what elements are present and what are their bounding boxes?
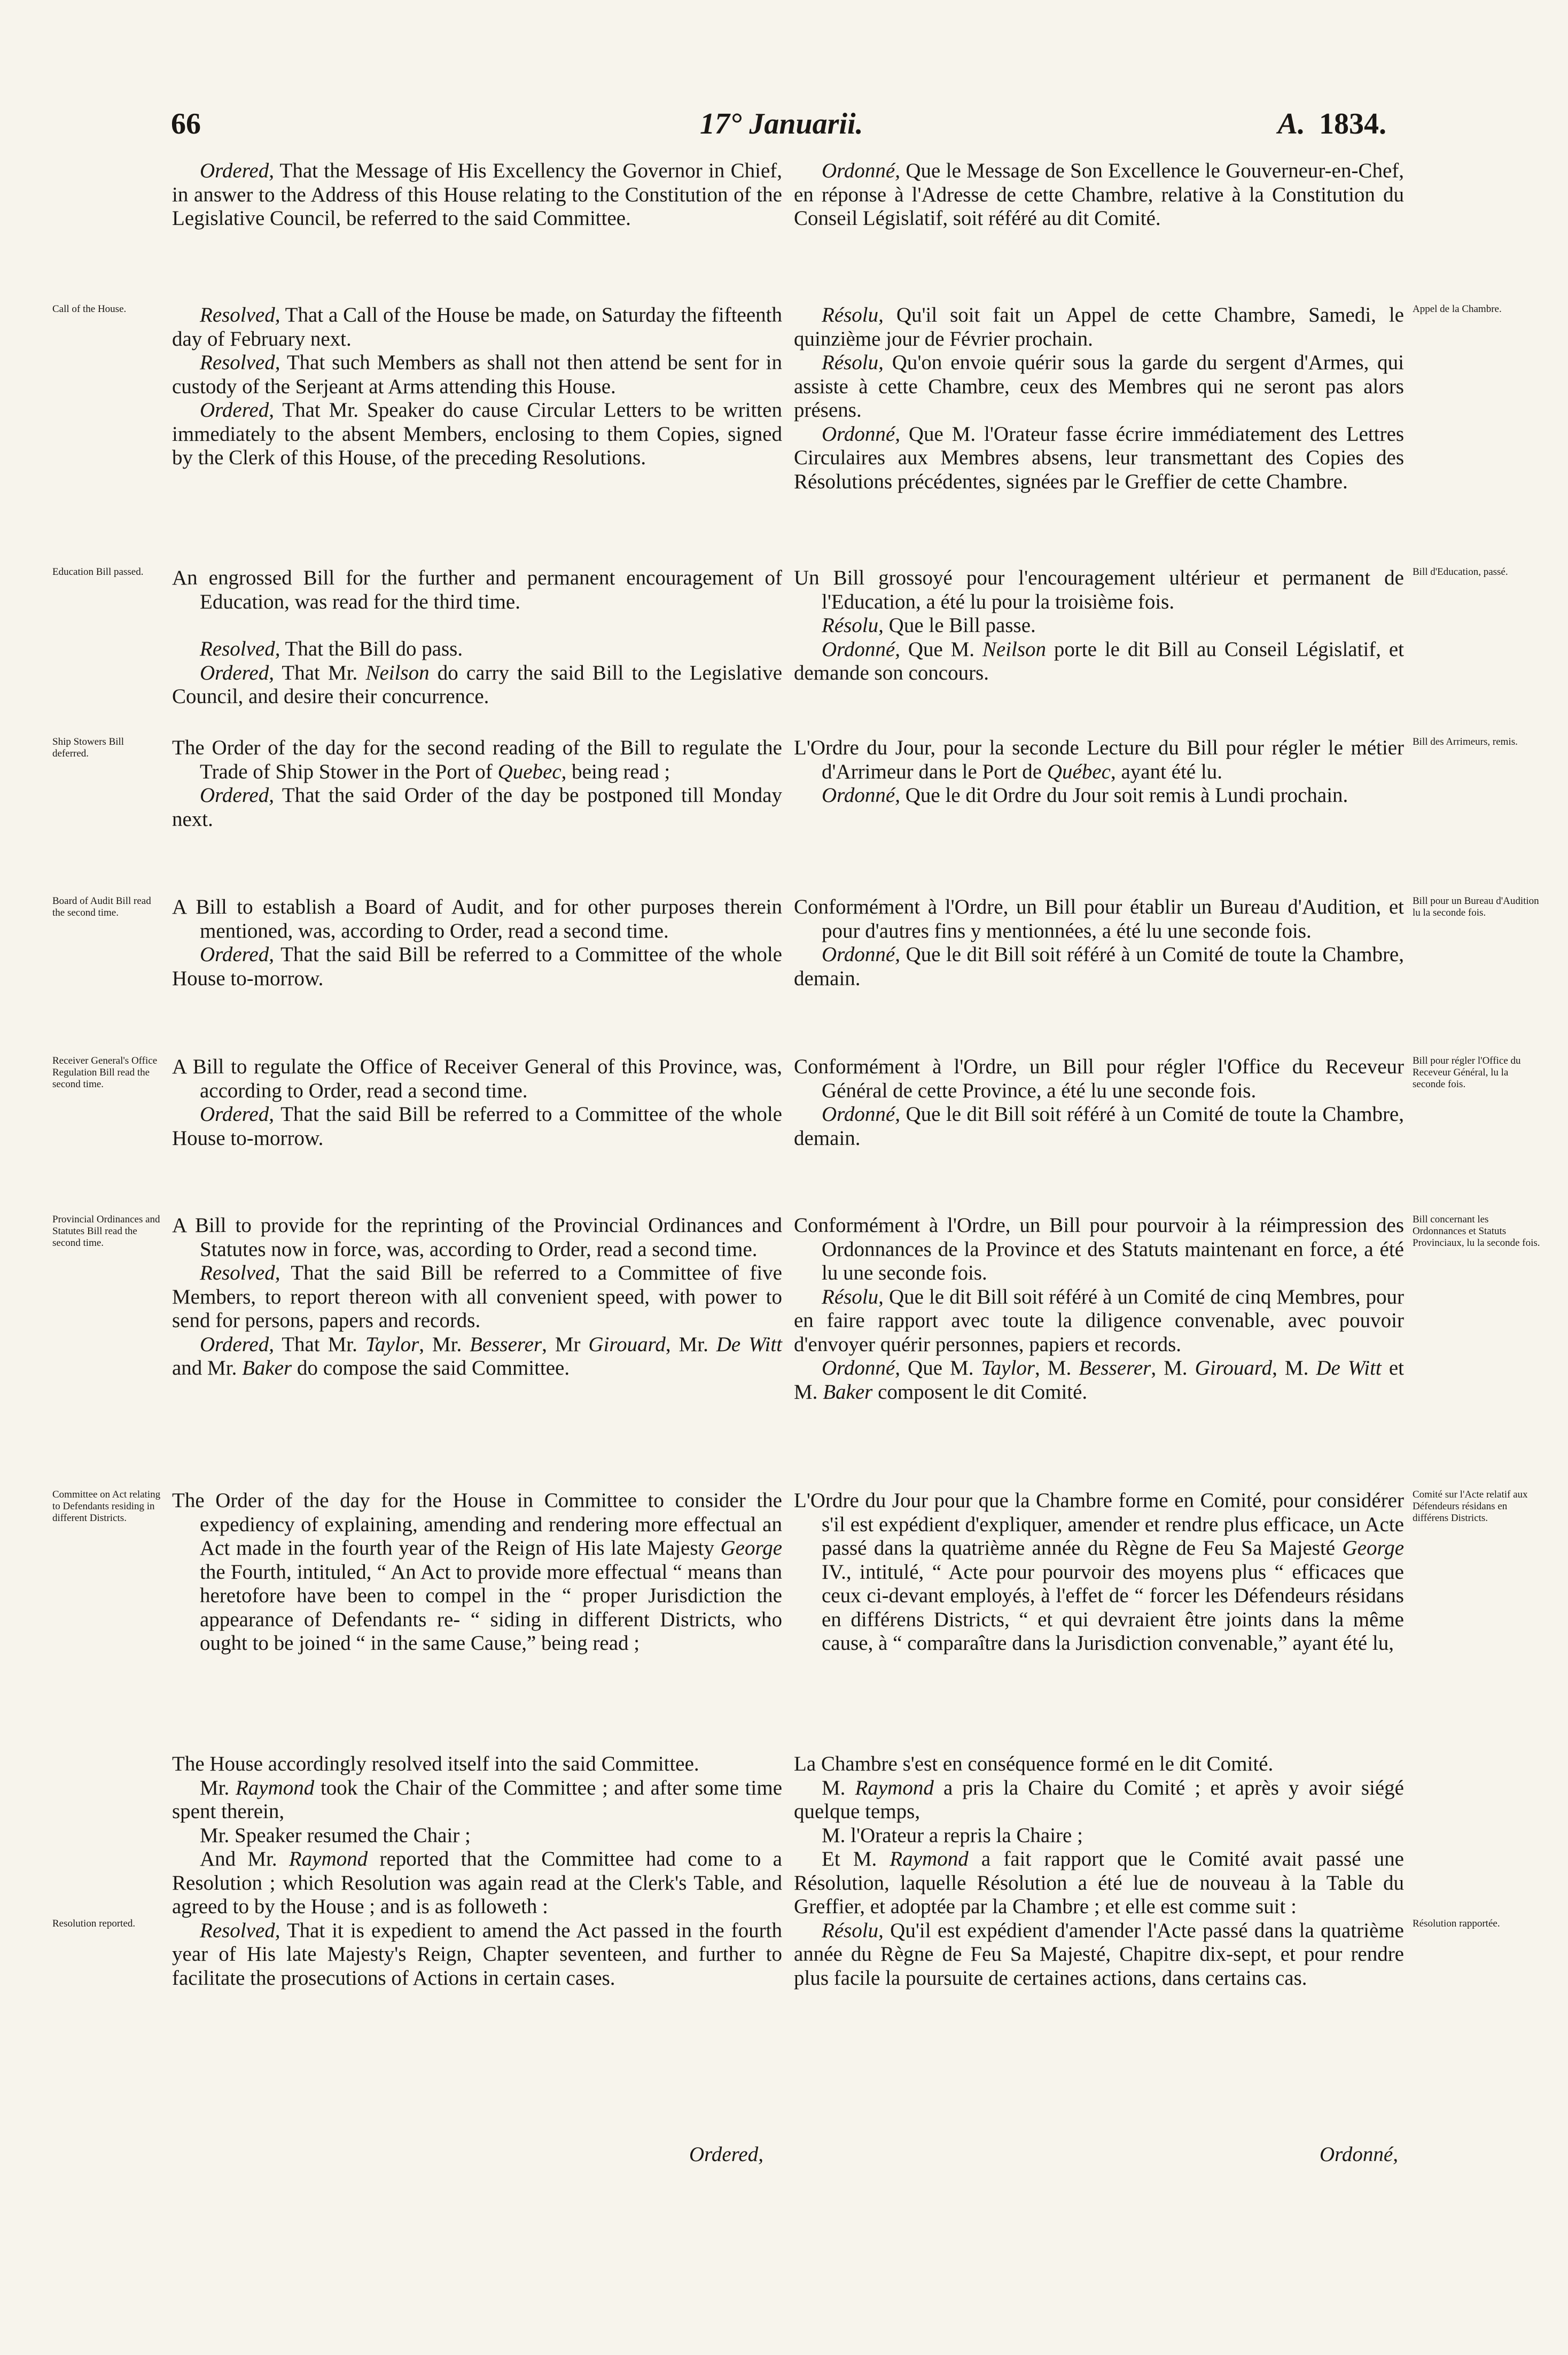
paragraph: A Bill to provide for the reprinting of the Provincial Ordinances and Statutes now in force, was, according to Order, read a second time.	[172, 1214, 782, 1261]
margin-note-en: Receiver General's Office Regulation Bill read the second time.	[52, 1055, 158, 1090]
french-text	[794, 1055, 1404, 1150]
english-text	[172, 895, 782, 991]
paragraph: Résolu, Que le Bill passe.	[822, 614, 1036, 637]
paragraph: Mr. Raymond took the Chair of the Committee ; and after some time spent therein,	[172, 1776, 782, 1823]
page-header	[0, 107, 1568, 150]
french-text	[794, 895, 1404, 991]
margin-note-fr: Résolution rapportée.	[1413, 1918, 1500, 1929]
paragraph: An engrossed Bill for the further and permanent encouragement of Education, was read for the third time.	[172, 566, 782, 613]
paragraph: Résolu, Qu'on envoie quérir sous la garde du sergent d'Armes, qui assiste à cette Chambre, ceux des Membres qui ne seront pas alors présens.	[794, 351, 1404, 422]
english-text	[172, 159, 782, 231]
english-text	[172, 1752, 782, 1990]
paragraph: Et M. Raymond a fait rapport que le Comité avait passé une Résolution, laquelle Résolution a été lue de nouveau à la Table du Greffier, et adoptée par la Chambre ; et elle est comme suit :	[794, 1847, 1404, 1918]
margin-note-fr: Bill pour un Bureau d'Audition lu la seconde fois.	[1413, 895, 1539, 918]
english-text	[172, 736, 782, 831]
margin-note-en: Education Bill passed.	[52, 566, 144, 578]
paragraph: A Bill to establish a Board of Audit, and for other purposes therein mentioned, was, according to Order, read a second time.	[172, 895, 782, 942]
margin-note-en: Ship Stowers Bill deferred.	[52, 736, 124, 759]
french-text	[794, 566, 1404, 685]
year-letter: A.	[1277, 107, 1305, 141]
margin-note-fr: Bill concernant les Ordonnances et Statuts Provinciaux, lu la seconde fois.	[1413, 1214, 1540, 1249]
french-text	[794, 1489, 1404, 1656]
margin-note-en: Resolution reported.	[52, 1918, 136, 1929]
paragraph: Résolu, Que le dit Bill soit référé à un Comité de cinq Membres, pour en faire rapport avec toute la diligence convenable, avec pouvoir d'envoyer quérir personnes, papiers et records.	[794, 1285, 1404, 1356]
page-date: 17° Januarii.	[700, 107, 863, 141]
english-text	[172, 566, 782, 709]
paragraph: The Order of the day for the House in Committee to consider the expediency of explaining, amending and rendering more effectual an Act made in the fourth year of the Reign of His late Majesty George the Fourth, intituled, “ An Act to provide more effectual “ means than heretofore have been to compel in the “ proper Jurisdiction the appearance of Defendants re- “ siding in different Districts, who ought to be joined “ in the same Cause,” being read ;	[172, 1489, 782, 1655]
year-number: 1834.	[1319, 107, 1386, 141]
margin-note-fr: Appel de la Chambre.	[1413, 303, 1502, 315]
paragraph: Conformément à l'Ordre, un Bill pour régler l'Office du Receveur Général de cette Province, a été lu une seconde fois.	[794, 1055, 1404, 1102]
margin-note-en: Committee on Act relating to Defendants residing in different Districts.	[52, 1489, 161, 1524]
paragraph: The House accordingly resolved itself into the said Committee.	[172, 1752, 699, 1775]
paragraph: Ordered, That Mr. Speaker do cause Circular Letters to be written immediately to the absent Members, enclosing to them Copies, signed by the Clerk of this House, of the preceding Resolutions.	[172, 399, 782, 469]
paragraph: Conformément à l'Ordre, un Bill pour pourvoir à la réimpression des Ordonnances de la Province et des Statuts maintenant en force, a été lu une seconde fois.	[794, 1214, 1404, 1284]
paragraph: L'Ordre du Jour, pour la seconde Lecture du Bill pour régler le métier d'Arrimeur dans le Port de Québec, ayant été lu.	[794, 736, 1404, 783]
paragraph: Ordered, That Mr. Neilson do carry the said Bill to the Legislative Council, and desire their concurrence.	[172, 661, 783, 708]
paragraph: Ordered, That the said Order of the day be postponed till Monday next.	[172, 784, 782, 831]
paragraph: And Mr. Raymond reported that the Committee had come to a Resolution ; which Resolution was again read at the Clerk's Table, and agreed to by the House ; and is as followeth :	[172, 1847, 782, 1918]
paragraph: Ordered, That the said Bill be referred to a Committee of the whole House to-morrow.	[172, 943, 782, 990]
english-text	[172, 1489, 782, 1656]
paragraph: Conformément à l'Ordre, un Bill pour établir un Bureau d'Audition, et pour d'autres fins y mentionnées, a été lu une seconde fois.	[794, 895, 1404, 942]
margin-note-fr: Bill des Arrimeurs, remis.	[1413, 736, 1518, 747]
margin-note-en: Provincial Ordinances and Statutes Bill read the second time.	[52, 1214, 160, 1249]
french-text	[794, 159, 1404, 231]
margin-note-en: Board of Audit Bill read the second time.	[52, 895, 151, 918]
paragraph: Resolved, That the said Bill be referred to a Committee of five Members, to report thereon with all convenient speed, with power to send for persons, papers and records.	[172, 1261, 782, 1332]
english-text	[172, 1055, 782, 1150]
paragraph: Un Bill grossoyé pour l'encouragement ultérieur et permanent de l'Education, a été lu pour la troisième fois.	[794, 566, 1404, 613]
margin-note-en: Call of the House.	[52, 303, 127, 315]
page-year	[1278, 107, 1386, 141]
paragraph: L'Ordre du Jour pour que la Chambre forme en Comité, pour considérer s'il est expédient d'expliquer, amender et rendre plus efficace, un Acte passé dans la quatrième année du Règne de Feu Sa Majesté George IV., intitulé, “ Acte pour pourvoir des moyens plus “ efficaces que ceux ci-devant employés, à l'effet de “ forcer les Défendeurs résidans en différens Districts, “ et qui devraient être joints dans la même cause, à “ comparaître dans la Jurisdiction convenable,” ayant été lu,	[794, 1489, 1404, 1655]
french-text	[794, 1214, 1404, 1404]
paragraph: M. l'Orateur a repris la Chaire ;	[822, 1823, 1083, 1847]
french-text	[794, 736, 1404, 808]
paragraph: Resolved, That it is expedient to amend the Act passed in the fourth year of His late Majesty's Reign, Chapter seventeen, and further to facilitate the prosecutions of Actions in certain cases.	[172, 1919, 782, 1990]
paragraph: Résolu, Qu'il est expédient d'amender l'Acte passé dans la quatrième année du Règne de Feu Sa Majesté, Chapitre dix-sept, et pour rendre plus facile la poursuite de certaines actions, dans certains cas.	[794, 1919, 1404, 1990]
catchword-fr: Ordonné,	[1320, 2143, 1398, 2166]
paragraph: Ordonné, Que le dit Bill soit référé à un Comité de toute la Chambre, demain.	[794, 1103, 1404, 1150]
paragraph: Résolu, Qu'il soit fait un Appel de cette Chambre, Samedi, le quinzième jour de Février prochain.	[794, 303, 1404, 350]
paragraph: Resolved, That the Bill do pass.	[200, 637, 463, 660]
paragraph: Ordered, That Mr. Taylor, Mr. Besserer, Mr Girouard, Mr. De Witt and Mr. Baker do compose the said Committee.	[172, 1332, 783, 1379]
french-text	[794, 1752, 1404, 1990]
paragraph: Ordonné, Que le dit Ordre du Jour soit remis à Lundi prochain.	[822, 784, 1348, 807]
margin-note-fr: Bill pour régler l'Office du Receveur Général, lu la seconde fois.	[1413, 1055, 1521, 1090]
english-text	[172, 1214, 782, 1381]
page-number: 66	[171, 107, 201, 141]
paragraph: A Bill to regulate the Office of Receiver General of this Province, was, according to Order, read a second time.	[172, 1055, 782, 1102]
paragraph: Mr. Speaker resumed the Chair ;	[200, 1823, 471, 1847]
paragraph: Resolved, That a Call of the House be made, on Saturday the fifteenth day of February next.	[172, 303, 782, 350]
paragraph: Ordonné, Que le dit Bill soit référé à un Comité de toute la Chambre, demain.	[794, 943, 1404, 990]
paragraph: M. Raymond a pris la Chaire du Comité ; et après y avoir siégé quelque temps,	[794, 1776, 1404, 1823]
margin-note-fr: Bill d'Education, passé.	[1413, 566, 1508, 578]
paragraph: Ordonné, Que M. Taylor, M. Besserer, M. Girouard, M. De Witt et M. Baker composent le dit Comité.	[794, 1356, 1404, 1403]
margin-note-fr: Comité sur l'Acte relatif aux Défendeurs résidans en différens Districts.	[1413, 1489, 1528, 1524]
paragraph: Ordonné, Que M. l'Orateur fasse écrire immédiatement des Lettres Circulaires aux Membres absens, leur transmettant des Copies des Résolutions précédentes, signées par le Greffier de cette Chambre.	[794, 422, 1404, 493]
paragraph: Ordonné, Que M. Neilson porte le dit Bill au Conseil Législatif, et demande son concours.	[794, 637, 1404, 684]
paragraph: Ordonné, Que le Message de Son Excellence le Gouverneur-en-Chef, en réponse à l'Adresse de cette Chambre, relative à la Constitution du Conseil Législatif, soit référé au dit Comité.	[794, 159, 1404, 230]
french-text	[794, 303, 1404, 494]
paragraph: Ordered, That the Message of His Excellency the Governor in Chief, in answer to the Address of this House relating to the Constitution of the Legislative Council, be referred to the said Committee.	[172, 159, 782, 230]
catchword-en: Ordered,	[689, 2143, 763, 2166]
paragraph: Ordered, That the said Bill be referred to a Committee of the whole House to-morrow.	[172, 1103, 782, 1150]
paragraph: The Order of the day for the second reading of the Bill to regulate the Trade of Ship Stower in the Port of Quebec, being read ;	[172, 736, 782, 783]
paragraph: Resolved, That such Members as shall not then attend be sent for in custody of the Serjeant at Arms attending this House.	[172, 351, 782, 398]
english-text	[172, 303, 782, 470]
paragraph: La Chambre s'est en conséquence formé en le dit Comité.	[794, 1752, 1274, 1775]
